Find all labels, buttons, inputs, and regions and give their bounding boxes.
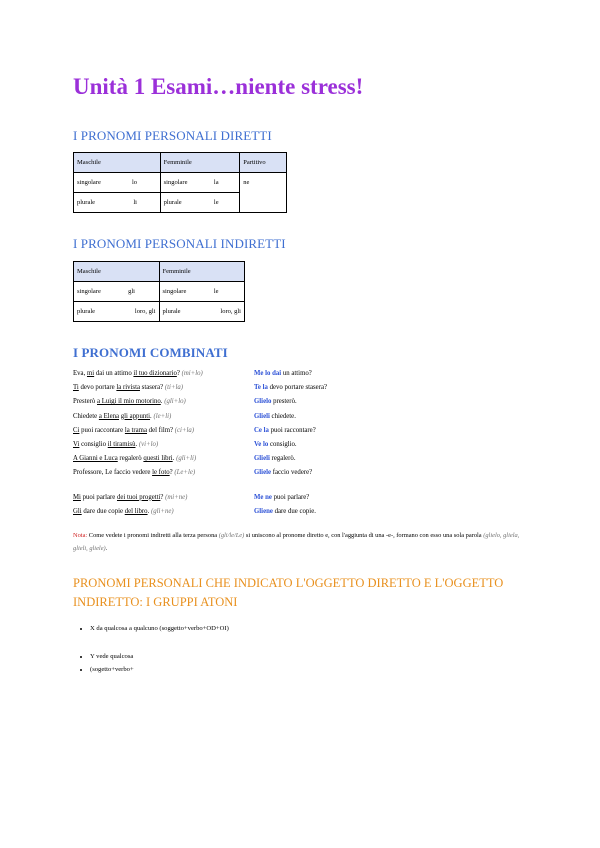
list-item: • (sogetto+verbo+ [90, 663, 134, 676]
answer-sentence: Me lo dai un attimo? [254, 370, 312, 377]
heading-atonic-groups: PRONOMI PERSONALI CHE INDICATO L'OGGETTO DIRETTO E L'OGGETTO INDIRETTO: I GRUPPI ATONI [73, 576, 504, 609]
example-sentence: Professore, Le faccio vedere le foto? (Le+le) [73, 469, 196, 477]
example-sentence: Vi consiglio il tiramisù. (vi+lo) [73, 441, 159, 449]
answer-sentence: Ve lo consiglio. [254, 441, 297, 449]
note-label: Nota: [73, 532, 88, 539]
heading-direct-pronouns: I PRONOMI PERSONALI DIRETTI [73, 128, 272, 143]
answer-sentence: Te la devo portare stasera? [254, 384, 327, 392]
heading-indirect-pronouns: I PRONOMI PERSONALI INDIRETTI [73, 236, 286, 251]
examples-list [73, 367, 203, 519]
answer-sentence: Gliele faccio vedere? [254, 469, 313, 477]
partitivo-value: ne [240, 173, 287, 213]
example-sentence: Chiedete a Elena gli appunti. (le+li) [73, 412, 172, 420]
grammar-note: Nota: Come vedete i pronomi indiretti alla terza persona (gli/le/Le) si uniscono al pronome diretto e, con l'aggiunta di una -e-, formano con esso una sola parola (glielo, gliela, glieli, gliele). [73, 532, 520, 552]
bullet-list [78, 650, 134, 676]
example-sentence: Eva, mi dai un attimo il tuo dizionario? (mi+lo) [73, 370, 203, 377]
direct-pronouns-table [73, 152, 287, 213]
table-row: singolare lo singolare la ne [74, 173, 287, 193]
example-sentence: Ci puoi raccontare la trama del film? (ci+la) [73, 426, 195, 434]
list-item: • Y vede qualcosa [90, 650, 134, 663]
heading-combined-pronouns: I PRONOMI COMBINATI [73, 345, 228, 360]
table-row: singolare gli singolare le [74, 282, 245, 302]
table-row: plurale loro, gli plurale loro, gli [74, 302, 245, 322]
answer-sentence: Gliene dare due copie. [254, 507, 316, 515]
page-title: Unità 1 Esami…niente stress! [73, 74, 364, 99]
table-row: plurale li plurale le [74, 193, 287, 213]
example-sentence: A Gianni e Luca regalerò questi libri. (gli+li) [73, 455, 197, 463]
bullet-list [78, 622, 229, 635]
example-sentence: Mi puoi parlare dei tuoi progetti? (mi+ne) [73, 493, 188, 501]
answer-sentence: Glieli regalerò. [254, 455, 296, 463]
answer-sentence: Glielo presterò. [254, 398, 297, 406]
example-sentence: Ti devo portare la rivista stasera? (ti+la) [73, 384, 184, 392]
table-header-row [74, 153, 287, 173]
header-maschile: Maschile [74, 262, 160, 282]
answers-list [254, 367, 327, 519]
example-sentence: Presterò a Luigi il mio motorino. (gli+lo) [73, 398, 186, 406]
answer-sentence: Me ne puoi parlare? [254, 493, 310, 501]
header-femminile: Femminile [160, 153, 240, 173]
answer-sentence: Glieli chiedete. [254, 412, 296, 420]
indirect-pronouns-table [73, 261, 245, 322]
header-femminile: Femminile [159, 262, 244, 282]
list-item: • X da qualcosa a qualcuno (soggetto+verbo+OD+OI) [90, 622, 229, 635]
header-partitivo: Partitivo [240, 153, 287, 173]
table-header-row [74, 262, 245, 282]
answer-sentence: Ce la puoi raccontare? [254, 426, 316, 434]
header-maschile: Maschile [74, 153, 161, 173]
example-sentence: Gli dare due copie del libro. (gli+ne) [73, 507, 174, 515]
